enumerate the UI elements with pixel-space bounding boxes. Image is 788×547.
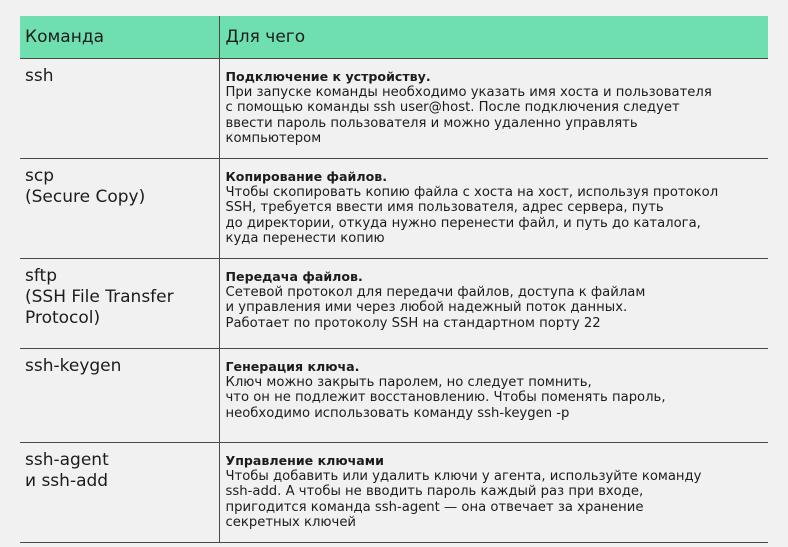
command-subtitle: (Secure Copy) bbox=[25, 187, 146, 207]
header-purpose: Для чего bbox=[219, 16, 768, 59]
description-cell bbox=[219, 259, 768, 349]
description-cell bbox=[219, 443, 768, 543]
description-text: Сетевой протокол для передачи файлов, доступа к файлам и управления ими через любой надежный поток данных. Работает по протоколу SSH на стандартном порту 22 bbox=[225, 284, 646, 331]
description-text: Ключ можно закрыть паролем, но следует помнить, что он не подлежит восстановлению. Чтобы поменять пароль, необходимо использовать команду ssh-keygen -p bbox=[225, 374, 666, 421]
command-name: ssh-keygen bbox=[25, 356, 122, 376]
ssh-commands-table-sheet bbox=[20, 16, 768, 531]
table-row bbox=[20, 349, 768, 443]
ssh-commands-table bbox=[20, 16, 768, 543]
command-subtitle: и ssh-add bbox=[25, 471, 109, 491]
description-text: При запуске команды необходимо указать имя хоста и пользователя с помощью команды ssh user@host. После подключения следует ввести пароль пользователя и можно удаленно управлять компьютером bbox=[225, 84, 712, 147]
command-subtitle: (SSH File Transfer bbox=[25, 287, 174, 307]
description-title: Подключение к устройству. bbox=[225, 69, 431, 84]
header-command: Команда bbox=[20, 16, 219, 59]
command-cell bbox=[20, 443, 219, 543]
command-name: ssh bbox=[25, 66, 54, 86]
table-header-row bbox=[20, 16, 768, 59]
command-cell bbox=[20, 259, 219, 349]
description-cell bbox=[219, 59, 768, 159]
command-cell bbox=[20, 59, 219, 159]
table-row bbox=[20, 443, 768, 543]
description-text: Чтобы скопировать копию файла с хоста на хост, используя протокол SSH, требуется ввести имя пользователя, адрес сервера, путь до директории, откуда нужно перенести файл, и путь до каталога, куда перенести копию bbox=[225, 184, 719, 247]
description-cell bbox=[219, 159, 768, 259]
command-cell bbox=[20, 349, 219, 443]
description-title: Передача файлов. bbox=[225, 269, 363, 284]
table-row bbox=[20, 159, 768, 259]
description-title: Копирование файлов. bbox=[225, 169, 388, 184]
command-name: scp bbox=[25, 166, 54, 186]
command-name: sftp bbox=[25, 266, 57, 286]
table-row bbox=[20, 259, 768, 349]
description-title: Управление ключами bbox=[225, 453, 384, 468]
command-subtitle: Protocol) bbox=[25, 308, 101, 328]
description-cell bbox=[219, 349, 768, 443]
table-row bbox=[20, 59, 768, 159]
command-cell bbox=[20, 159, 219, 259]
command-name: ssh-agent bbox=[25, 450, 109, 470]
description-title: Генерация ключа. bbox=[225, 359, 360, 374]
description-text: Чтобы добавить или удалить ключи у агента, используйте команду ssh-add. А чтобы не вводить пароль каждый раз при входе, пригодится команда ssh-agent — она отвечает за хранение секретных ключей bbox=[225, 468, 702, 531]
